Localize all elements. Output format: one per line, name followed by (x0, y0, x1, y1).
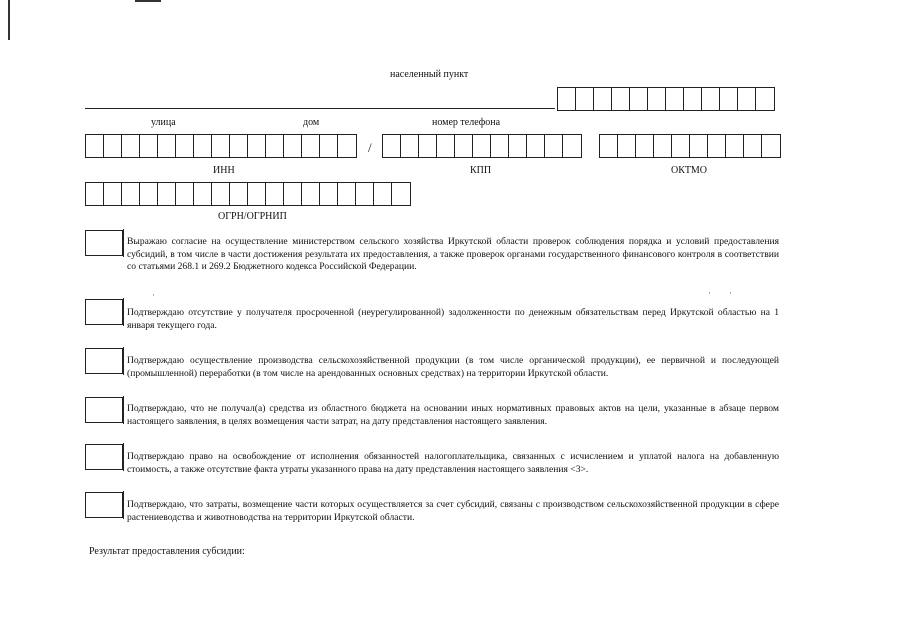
no-debt-text: Подтверждаю отсутствие у получателя просроченной (неурегулированной) задолженности по денежным обязательствам перед Иркутской областью на 1 января текущего года. (127, 307, 779, 331)
no-debt-checkbox[interactable] (85, 299, 123, 325)
scan-dots-right: · · (708, 288, 732, 298)
production-text: Подтверждаю осуществление производства сельскохозяйственной продукции (в том числе органической продукции), ее первичной и последующей (промышленной) переработки (в том числе на арендованных основных средствах) на территории Иркутской области. (127, 355, 779, 379)
no-other-funds-text: Подтверждаю, что не получал(а) средства из областного бюджета на основании иных нормативных правовых актов на цели, указанные в абзаце первом настоящего заявления, в целях возмещения части затрат, на дату представления настоящего заявления. (127, 403, 779, 427)
vat-exemption-checkbox[interactable] (85, 444, 123, 470)
consent-text: Выражаю согласие на осуществление министерством сельского хозяйства Иркутской области проверок соблюдения порядка и условий предоставления субсидий, в том числе в части достижения результата их предоставления, а также проверок органами государственного финансового контроля в соответствии со статьями 268.1 и 269.2 Бюджетного кодекса Российской Федерации. (127, 236, 779, 273)
scan-mark-top (135, 0, 161, 2)
inn-label: ИНН (213, 165, 235, 176)
costs-relation-text: Подтверждаю, что затраты, возмещение части которых осуществляется за счет субсидий, связаны с производством сельскохозяйственной продукции в сфере растениеводства и животноводства на территории Иркутской области. (127, 499, 779, 523)
checkbox-bracket (123, 491, 124, 519)
locality-label: населенный пункт (390, 69, 469, 80)
kpp-label: КПП (470, 165, 492, 176)
house-label: дом (303, 117, 320, 128)
consent-checkbox[interactable] (85, 230, 123, 256)
oktmo-label: ОКТМО (671, 165, 707, 176)
checkbox-bracket (123, 229, 124, 257)
checkbox-bracket (123, 298, 124, 326)
phone-grid[interactable] (382, 134, 582, 158)
locality-code-grid[interactable] (557, 87, 775, 111)
ogrn-grid[interactable] (85, 182, 411, 206)
phone-label: номер телефона (432, 117, 501, 128)
scan-mark-left (8, 0, 10, 40)
vat-exemption-text: Подтверждаю право на освобождение от исполнения обязанностей налогоплательщика, связанных с исчислением и уплатой налога на добавленную стоимость, а также отсутствие факта утраты указанного права на дату представления настоящего заявления <3>. (127, 451, 779, 475)
street-house-grid[interactable] (85, 134, 357, 158)
slash-separator: / (368, 140, 372, 155)
checkbox-bracket (123, 443, 124, 471)
street-label: улица (151, 117, 176, 128)
checkbox-bracket (123, 347, 124, 375)
oktmo-grid[interactable] (599, 134, 781, 158)
costs-relation-checkbox[interactable] (85, 492, 123, 518)
ogrn-label: ОГРН/ОГРНИП (218, 211, 287, 222)
locality-underline (85, 108, 555, 109)
subsidy-result-label: Результат предоставления субсидии: (89, 546, 245, 557)
checkbox-bracket (123, 396, 124, 424)
production-checkbox[interactable] (85, 348, 123, 374)
scan-dot-left: · (152, 290, 155, 300)
no-other-funds-checkbox[interactable] (85, 397, 123, 423)
